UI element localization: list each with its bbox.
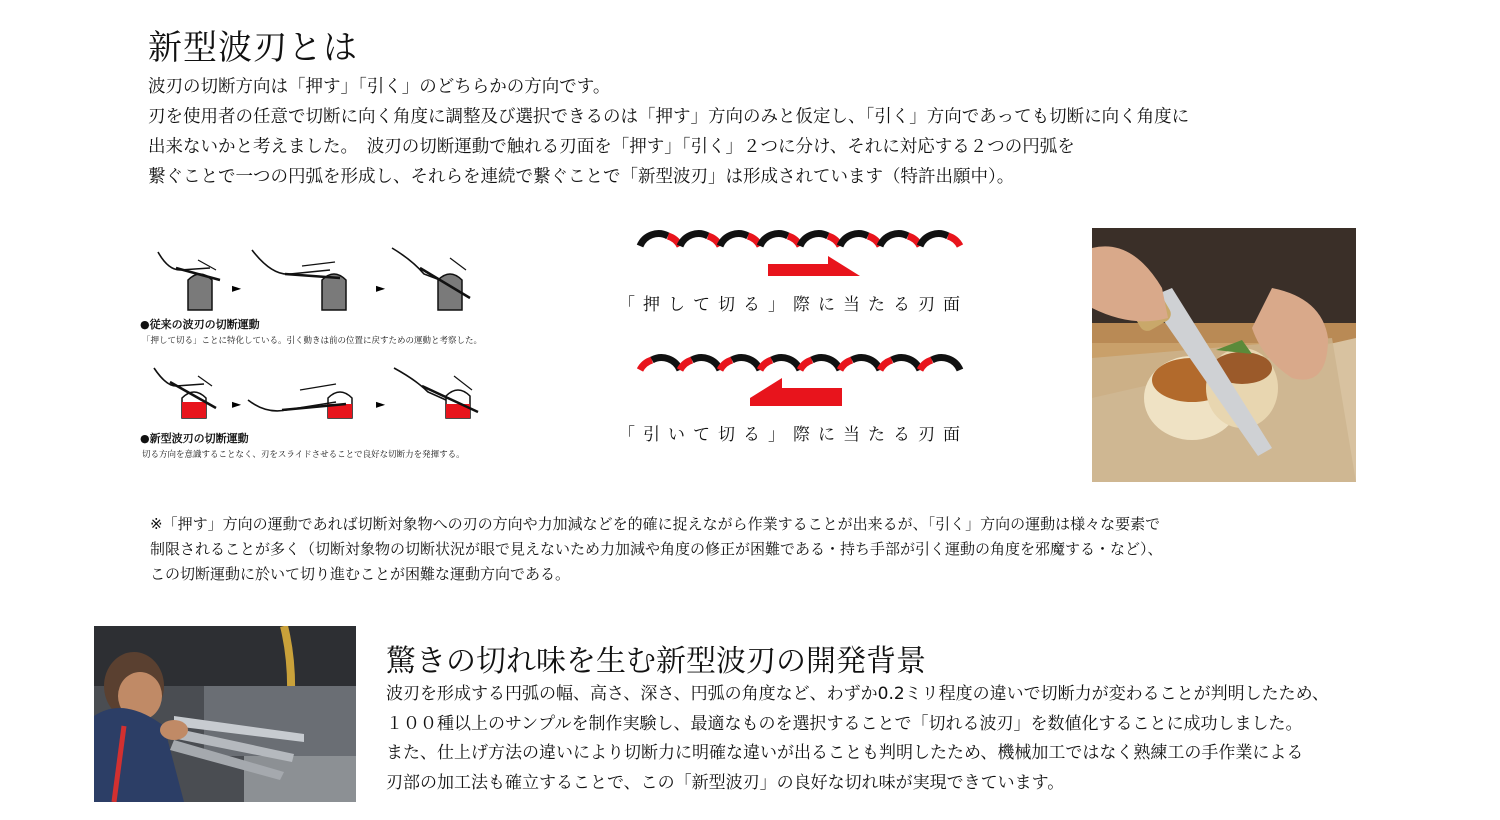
- footnote: [150, 512, 1480, 587]
- conventional-motion-illustration: [140, 240, 520, 320]
- section-body-line: また、仕上げ方法の違いにより切断力に明確な違いが出ることも判明したため、機械加工ではなく熟練工の手作業による: [386, 743, 1304, 763]
- conventional-motion-heading: ●従来の波刃の切断運動: [140, 318, 260, 331]
- intro-line: 繋ぐことで一つの円弧を形成し、それらを連続で繋ぐことで「新型波刃」は形成されています（特許出願中）。: [148, 167, 1015, 187]
- footnote-line: 制限されることが多く（切断対象物の切断状況が眼で見えないため力加減や角度の修正が困難である・持ち手部が引く運動の角度を邪魔する・など）、: [150, 540, 1163, 558]
- intro-line: 刃を使用者の任意で切断に向く角度に調整及び選択できるのは「押す」方向のみと仮定し、「引く」方向であっても切断に向く角度に: [148, 107, 1190, 127]
- push-blade-wave: [630, 226, 980, 282]
- footnote-line: この切断運動に於いて切り進むことが困難な運動方向である。: [150, 565, 571, 583]
- svg-text:►: ►: [376, 281, 386, 295]
- cutting-motion-diagram: [140, 240, 520, 470]
- intro-line: 波刃の切断方向は「押す」「引く」のどちらかの方向です。: [148, 77, 611, 97]
- push-blade-label: 「押して切る」際に当たる刃面: [618, 295, 968, 315]
- new-motion-heading-text: ●新型波刃の切断運動: [140, 432, 249, 445]
- new-motion-illustration: [140, 360, 520, 430]
- svg-text:►: ►: [232, 281, 242, 295]
- bread-cutting-photo: [1092, 228, 1356, 482]
- push-direction-arrow: [768, 256, 860, 276]
- craftsman-workshop-photo: [94, 626, 356, 802]
- pull-blade-wave: [630, 350, 980, 412]
- section-body: [386, 680, 1476, 798]
- section-body-line: 波刃を形成する円弧の幅、高さ、深さ、円弧の角度など、わずか0.2ミリ程度の違いで切断力が変わることが判明したため、: [386, 684, 1329, 704]
- intro-paragraph: [148, 72, 1478, 192]
- conventional-motion-caption: 「押して切る」ことに特化している。引く動きは前の位置に戻すための運動と考察した。: [142, 336, 483, 346]
- new-motion-caption: 切る方向を意識することなく、刃をスライドさせることで良好な切断力を発揮する。: [142, 450, 465, 460]
- intro-line: 出来ないかと考えました。 波刃の切断運動で触れる刃面を「押す」「引く」２つに分け、それに対応する２つの円弧を: [148, 137, 1075, 157]
- pull-direction-arrow: [750, 378, 842, 406]
- footnote-line: ※「押す」方向の運動であれば切断対象物への刃の方向や力加減などを的確に捉えながら作業することが出来るが、「引く」方向の運動は様々な要素で: [150, 515, 1161, 533]
- section-body-line: 刃部の加工法も確立することで、この「新型波刃」の良好な切れ味が実現できています。: [386, 772, 1065, 793]
- pull-blade-label: 「引いて切る」際に当たる刃面: [618, 425, 968, 445]
- section-heading: 驚きの切れ味を生む新型波刃の開発背景: [386, 644, 926, 679]
- page-title: 新型波刃とは: [148, 28, 358, 68]
- svg-text:►: ►: [232, 397, 242, 411]
- new-motion-heading: [140, 430, 249, 446]
- svg-text:►: ►: [376, 397, 386, 411]
- section-body-line: １００種以上のサンプルを制作実験し、最適なものを選択することで「切れる波刃」を数値化することに成功しました。: [386, 713, 1303, 734]
